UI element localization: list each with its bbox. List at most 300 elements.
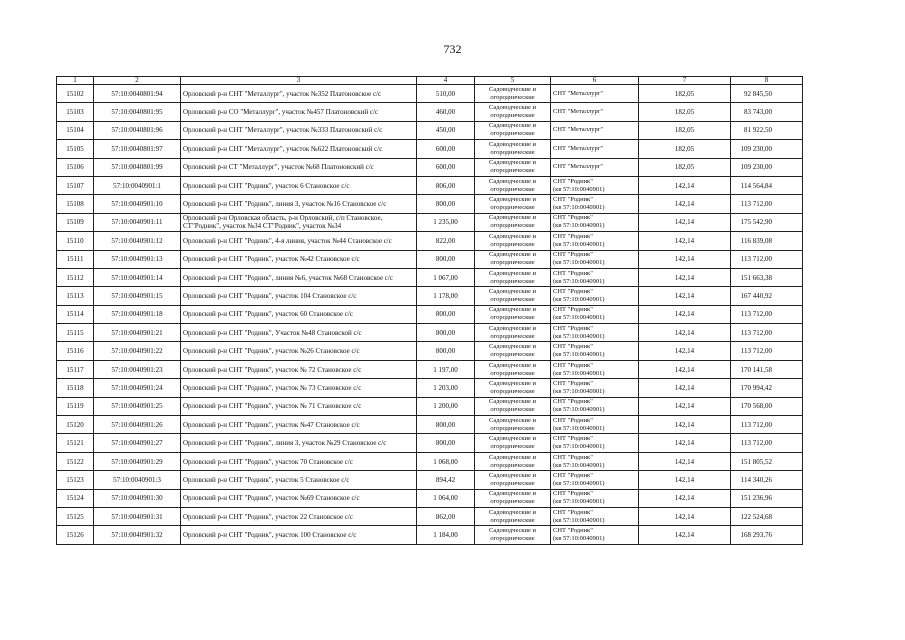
- cadastral-value: 109 230,00: [731, 158, 803, 176]
- owner-name: СНТ "Родник": [553, 471, 593, 479]
- land-use: [475, 342, 551, 360]
- cadastral-number: 57:10:0040901:25: [94, 397, 181, 415]
- land-use: [475, 360, 551, 378]
- plot-area: 450,00: [417, 121, 475, 139]
- owner: [551, 379, 639, 397]
- plot-area: 822,00: [417, 232, 475, 250]
- land-use-line-1: Садоводческие и: [489, 490, 536, 498]
- land-use-line-2: огороднические: [490, 222, 535, 230]
- table-row: [57, 121, 803, 139]
- unit-price: 142,14: [639, 360, 731, 378]
- plot-address: Орловский р-н Орловская область, р-н Орловский, с/п Становское, СТ"Родник", участок №34 СТ"Родник", участок №34: [181, 213, 417, 231]
- table-row: [57, 250, 803, 268]
- cadastral-value: 113 712,00: [731, 416, 803, 434]
- cadastral-number: 57:10:0040901:30: [94, 489, 181, 507]
- table-row: [57, 416, 803, 434]
- land-use-line-2: огороднические: [490, 443, 535, 451]
- record-number: 15119: [57, 397, 94, 415]
- cadastral-value: 113 712,00: [731, 434, 803, 452]
- land-use-line-2: огороднические: [490, 369, 535, 377]
- owner-name: СНТ "Родник": [553, 453, 593, 461]
- land-use-line-1: Садоводческие и: [489, 159, 536, 167]
- land-use-line-2: огороднические: [490, 516, 535, 524]
- owner: [551, 287, 639, 305]
- owner: [551, 507, 639, 525]
- cadastral-value: 113 712,00: [731, 195, 803, 213]
- land-use: [475, 452, 551, 470]
- land-use: [475, 176, 551, 194]
- cadastral-number: 57:10:0040901:13: [94, 250, 181, 268]
- plot-area: 806,00: [417, 176, 475, 194]
- unit-price: 142,14: [639, 287, 731, 305]
- owner-name: СНТ "Родник": [553, 527, 593, 535]
- land-use-line-2: огороднические: [490, 295, 535, 303]
- owner-quarter: (кв 57:10:0040901): [553, 406, 605, 414]
- owner-quarter: (кв 57:10:0040901): [553, 277, 605, 285]
- cadastral-number: 57:10:0040901:15: [94, 287, 181, 305]
- land-use-line-1: Садоводческие и: [489, 508, 536, 516]
- owner-quarter: (кв 57:10:0040901): [553, 240, 605, 248]
- cadastral-number: 57:10:0040901:26: [94, 416, 181, 434]
- plot-address: Орловский р-н СНТ "Родник", участок № 71 Становское с/с: [181, 397, 417, 415]
- unit-price: 142,14: [639, 268, 731, 286]
- land-use-line-2: огороднические: [490, 535, 535, 543]
- owner-quarter: (кв 57:10:0040901): [553, 369, 605, 377]
- plot-address: Орловский р-н СНТ "Металлург", участок №352 Платоновское с/с: [181, 85, 417, 103]
- record-number: 15108: [57, 195, 94, 213]
- plot-address: Орловский р-н СНТ "Родник", 4-я линия, участок №44 Становское с/с: [181, 232, 417, 250]
- owner-name: СНТ "Металлург": [553, 89, 604, 97]
- record-number: 15122: [57, 452, 94, 470]
- record-number: 15106: [57, 158, 94, 176]
- cadastral-number: 57:10:0040801:94: [94, 85, 181, 103]
- plot-area: 510,00: [417, 85, 475, 103]
- table-row: [57, 85, 803, 103]
- col-header: 5: [475, 77, 551, 85]
- land-use-line-2: огороднические: [490, 277, 535, 285]
- plot-address: Орловский р-н СНТ "Родник", участок №47 Становское с/с: [181, 416, 417, 434]
- record-number: 15126: [57, 526, 94, 544]
- owner-quarter: (кв 57:10:0040901): [553, 185, 605, 193]
- owner: [551, 195, 639, 213]
- owner-quarter: (кв 57:10:0040901): [553, 332, 605, 340]
- unit-price: 142,14: [639, 232, 731, 250]
- land-use: [475, 287, 551, 305]
- cadastral-value: 109 230,00: [731, 140, 803, 158]
- record-number: 15125: [57, 507, 94, 525]
- land-registry-table: [56, 76, 803, 545]
- record-number: 15120: [57, 416, 94, 434]
- plot-address: Орловский р-н СНТ "Металлург", участок №333 Платоновский с/с: [181, 121, 417, 139]
- cadastral-number: 57:10:0040901:29: [94, 452, 181, 470]
- land-use-line-1: Садоводческие и: [489, 196, 536, 204]
- plot-area: 1 064,00: [417, 489, 475, 507]
- owner-name: СНТ "Родник": [553, 398, 593, 406]
- plot-area: 862,00: [417, 507, 475, 525]
- unit-price: 142,14: [639, 342, 731, 360]
- cadastral-number: 57:10:0040801:99: [94, 158, 181, 176]
- plot-area: 1 203,00: [417, 379, 475, 397]
- land-use-line-2: огороднические: [490, 498, 535, 506]
- land-use-line-1: Садоводческие и: [489, 453, 536, 461]
- land-use-line-1: Садоводческие и: [489, 269, 536, 277]
- table-body: [57, 85, 803, 545]
- owner-quarter: (кв 57:10:0040901): [553, 535, 605, 543]
- cadastral-value: 167 440,92: [731, 287, 803, 305]
- owner-quarter: (кв 57:10:0040901): [553, 204, 605, 212]
- land-use: [475, 507, 551, 525]
- table-row: [57, 305, 803, 323]
- land-use: [475, 489, 551, 507]
- record-number: 15107: [57, 176, 94, 194]
- plot-area: 1 178,00: [417, 287, 475, 305]
- land-use-line-2: огороднические: [490, 406, 535, 414]
- owner: [551, 360, 639, 378]
- land-use-line-1: Садоводческие и: [489, 287, 536, 295]
- land-use: [475, 103, 551, 121]
- plot-area: 1 235,00: [417, 213, 475, 231]
- land-use-line-2: огороднические: [490, 461, 535, 469]
- land-use-line-1: Садоводческие и: [489, 324, 536, 332]
- cadastral-value: 170 568,00: [731, 397, 803, 415]
- owner-name: СНТ "Родник": [553, 435, 593, 443]
- plot-address: Орловский р-н СНТ "Родник", участок 60 Становское с/с: [181, 305, 417, 323]
- plot-area: 800,00: [417, 195, 475, 213]
- owner-name: СНТ "Металлург": [553, 126, 604, 134]
- owner: [551, 416, 639, 434]
- land-use-line-1: Садоводческие и: [489, 251, 536, 259]
- land-use: [475, 232, 551, 250]
- owner-name: СНТ "Родник": [553, 251, 593, 259]
- cadastral-number: 57:10:0040901:18: [94, 305, 181, 323]
- plot-address: Орловский р-н СТ "Металлург", участок №68 Платоновский с/с: [181, 158, 417, 176]
- plot-address: Орловский р-н СНТ "Родник", участок 104 Становское с/с: [181, 287, 417, 305]
- table-row: [57, 158, 803, 176]
- owner: [551, 305, 639, 323]
- cadastral-value: 170 994,42: [731, 379, 803, 397]
- land-use-line-2: огороднические: [490, 351, 535, 359]
- cadastral-value: 168 293,76: [731, 526, 803, 544]
- owner-quarter: (кв 57:10:0040901): [553, 222, 605, 230]
- plot-address: Орловский р-н СНТ "Родник", участок № 73 Становское с/с: [181, 379, 417, 397]
- unit-price: 142,14: [639, 434, 731, 452]
- unit-price: 142,14: [639, 324, 731, 342]
- col-header: 8: [731, 77, 803, 85]
- plot-area: 600,00: [417, 140, 475, 158]
- cadastral-number: 57:10:0040901:11: [94, 213, 181, 231]
- owner-quarter: (кв 57:10:0040901): [553, 498, 605, 506]
- unit-price: 142,14: [639, 305, 731, 323]
- cadastral-value: 114 340,26: [731, 471, 803, 489]
- unit-price: 182,05: [639, 103, 731, 121]
- land-use: [475, 195, 551, 213]
- land-use-line-1: Садоводческие и: [489, 85, 536, 93]
- cadastral-value: 81 922,50: [731, 121, 803, 139]
- owner-name: СНТ "Родник": [553, 196, 593, 204]
- owner-name: СНТ "Родник": [553, 269, 593, 277]
- land-use-line-1: Садоводческие и: [489, 379, 536, 387]
- record-number: 15104: [57, 121, 94, 139]
- plot-address: Орловский р-н СНТ "Родник", участок 22 Становское с/с: [181, 507, 417, 525]
- owner: [551, 397, 639, 415]
- owner-name: СНТ "Родник": [553, 324, 593, 332]
- cadastral-number: 57:10:0040801:97: [94, 140, 181, 158]
- owner: [551, 268, 639, 286]
- cadastral-number: 57:10:0040801:95: [94, 103, 181, 121]
- plot-area: 894,42: [417, 471, 475, 489]
- owner: [551, 85, 639, 103]
- unit-price: 182,05: [639, 85, 731, 103]
- cadastral-value: 114 564,84: [731, 176, 803, 194]
- land-use: [475, 324, 551, 342]
- cadastral-number: 57:10:0040901:10: [94, 195, 181, 213]
- owner: [551, 342, 639, 360]
- land-use: [475, 471, 551, 489]
- plot-address: Орловский р-н СНТ "Металлург", участок №622 Платоновский с/с: [181, 140, 417, 158]
- owner: [551, 471, 639, 489]
- col-header: 7: [639, 77, 731, 85]
- table-row: [57, 526, 803, 544]
- land-use-line-1: Садоводческие и: [489, 435, 536, 443]
- record-number: 15118: [57, 379, 94, 397]
- record-number: 15113: [57, 287, 94, 305]
- record-number: 15116: [57, 342, 94, 360]
- owner-name: СНТ "Родник": [553, 416, 593, 424]
- land-use-line-2: огороднические: [490, 167, 535, 175]
- land-use-line-2: огороднические: [490, 93, 535, 101]
- record-number: 15123: [57, 471, 94, 489]
- record-number: 15109: [57, 213, 94, 231]
- cadastral-value: 113 712,00: [731, 305, 803, 323]
- table-row: [57, 342, 803, 360]
- table-row: [57, 452, 803, 470]
- record-number: 15112: [57, 268, 94, 286]
- owner-name: СНТ "Родник": [553, 177, 593, 185]
- plot-area: 1 067,00: [417, 268, 475, 286]
- owner: [551, 489, 639, 507]
- table-row: [57, 103, 803, 121]
- plot-area: 1 197,00: [417, 360, 475, 378]
- owner-name: СНТ "Родник": [553, 490, 593, 498]
- owner-quarter: (кв 57:10:0040901): [553, 424, 605, 432]
- land-use-line-1: Садоводческие и: [489, 416, 536, 424]
- land-use-line-1: Садоводческие и: [489, 122, 536, 130]
- table-row: [57, 471, 803, 489]
- land-use: [475, 140, 551, 158]
- unit-price: 142,14: [639, 471, 731, 489]
- table-row: [57, 268, 803, 286]
- plot-address: Орловский р-н СНТ "Родник", участок 100 Становское с/с: [181, 526, 417, 544]
- plot-address: Орловский р-н СНТ "Родник", линия 3, участок №29 Становское с/с: [181, 434, 417, 452]
- cadastral-value: 175 542,90: [731, 213, 803, 231]
- cadastral-number: 57:10:0040901:3: [94, 471, 181, 489]
- land-use: [475, 158, 551, 176]
- plot-address: Орловский р-н СНТ "Родник", линия №6, участок №68 Становское с/с: [181, 268, 417, 286]
- land-use-line-2: огороднические: [490, 387, 535, 395]
- land-use: [475, 434, 551, 452]
- owner: [551, 250, 639, 268]
- plot-area: 1 068,00: [417, 452, 475, 470]
- land-use-line-2: огороднические: [490, 332, 535, 340]
- unit-price: 142,14: [639, 397, 731, 415]
- cadastral-value: 170 141,58: [731, 360, 803, 378]
- cadastral-value: 113 712,00: [731, 250, 803, 268]
- owner-name: СНТ "Родник": [553, 287, 593, 295]
- record-number: 15111: [57, 250, 94, 268]
- plot-address: Орловский р-н СНТ "Родник", участок № 72 Становское с/с: [181, 360, 417, 378]
- owner-name: СНТ "Металлург": [553, 108, 604, 116]
- land-use-line-1: Садоводческие и: [489, 177, 536, 185]
- land-use-line-2: огороднические: [490, 479, 535, 487]
- land-use: [475, 416, 551, 434]
- cadastral-number: 57:10:0040901:1: [94, 176, 181, 194]
- owner-quarter: (кв 57:10:0040901): [553, 259, 605, 267]
- unit-price: 142,14: [639, 507, 731, 525]
- owner-name: СНТ "Металлург": [553, 144, 604, 152]
- record-number: 15102: [57, 85, 94, 103]
- owner: [551, 140, 639, 158]
- land-use-line-1: Садоводческие и: [489, 471, 536, 479]
- table-row: [57, 507, 803, 525]
- plot-address: Орловский р-н СНТ "Родник", линия 3, участок №16 Становское с/с: [181, 195, 417, 213]
- record-number: 15114: [57, 305, 94, 323]
- cadastral-value: 151 236,96: [731, 489, 803, 507]
- land-use: [475, 268, 551, 286]
- unit-price: 182,05: [639, 121, 731, 139]
- unit-price: 142,14: [639, 416, 731, 434]
- col-header: 3: [181, 77, 417, 85]
- plot-area: 800,00: [417, 434, 475, 452]
- plot-area: 800,00: [417, 342, 475, 360]
- owner-name: СНТ "Родник": [553, 232, 593, 240]
- owner: [551, 213, 639, 231]
- land-use-line-1: Садоводческие и: [489, 140, 536, 148]
- land-use-line-2: огороднические: [490, 130, 535, 138]
- land-use: [475, 379, 551, 397]
- owner: [551, 121, 639, 139]
- plot-area: 800,00: [417, 250, 475, 268]
- record-number: 15103: [57, 103, 94, 121]
- plot-address: Орловский р-н СНТ "Родник", участок №42 Становское с/с: [181, 250, 417, 268]
- col-header: 2: [94, 77, 181, 85]
- cadastral-number: 57:10:0040901:23: [94, 360, 181, 378]
- owner: [551, 324, 639, 342]
- record-number: 15124: [57, 489, 94, 507]
- plot-area: 800,00: [417, 416, 475, 434]
- record-number: 15115: [57, 324, 94, 342]
- table-row: [57, 379, 803, 397]
- unit-price: 182,05: [639, 140, 731, 158]
- cadastral-number: 57:10:0040901:32: [94, 526, 181, 544]
- owner-quarter: (кв 57:10:0040901): [553, 461, 605, 469]
- plot-area: 600,00: [417, 158, 475, 176]
- column-number-row: [57, 77, 803, 85]
- unit-price: 142,14: [639, 379, 731, 397]
- unit-price: 182,05: [639, 158, 731, 176]
- plot-area: 800,00: [417, 324, 475, 342]
- land-use-line-1: Садоводческие и: [489, 306, 536, 314]
- land-use-line-1: Садоводческие и: [489, 398, 536, 406]
- unit-price: 142,14: [639, 526, 731, 544]
- land-use-line-1: Садоводческие и: [489, 343, 536, 351]
- owner-name: СНТ "Металлург": [553, 163, 604, 171]
- table-row: [57, 287, 803, 305]
- cadastral-value: 113 712,00: [731, 342, 803, 360]
- plot-address: Орловский р-н СНТ "Родник", участок 5 Становское с/с: [181, 471, 417, 489]
- owner-quarter: (кв 57:10:0040901): [553, 295, 605, 303]
- unit-price: 142,14: [639, 213, 731, 231]
- owner-name: СНТ "Родник": [553, 361, 593, 369]
- cadastral-value: 113 712,00: [731, 324, 803, 342]
- table-row: [57, 195, 803, 213]
- record-number: 15105: [57, 140, 94, 158]
- col-header: 6: [551, 77, 639, 85]
- record-number: 15110: [57, 232, 94, 250]
- plot-area: 460,00: [417, 103, 475, 121]
- cadastral-value: 116 839,08: [731, 232, 803, 250]
- cadastral-number: 57:10:0040901:27: [94, 434, 181, 452]
- land-use-line-2: огороднические: [490, 112, 535, 120]
- land-use-line-1: Садоводческие и: [489, 214, 536, 222]
- page-number: 732: [443, 42, 462, 56]
- land-use-line-1: Садоводческие и: [489, 104, 536, 112]
- cadastral-number: 57:10:0040901:14: [94, 268, 181, 286]
- land-use: [475, 250, 551, 268]
- table-row: [57, 140, 803, 158]
- cadastral-number: 57:10:0040901:22: [94, 342, 181, 360]
- owner-name: СНТ "Родник": [553, 214, 593, 222]
- owner: [551, 434, 639, 452]
- record-number: 15117: [57, 360, 94, 378]
- plot-address: Орловский р-н СО "Металлург", участок №457 Платоновский с/с: [181, 103, 417, 121]
- cadastral-number: 57:10:0040901:24: [94, 379, 181, 397]
- plot-address: Орловский р-н СНТ "Родник", участок №69 Становское с/с: [181, 489, 417, 507]
- owner-name: СНТ "Родник": [553, 379, 593, 387]
- table-row: [57, 213, 803, 231]
- table-row: [57, 397, 803, 415]
- cadastral-value: 92 845,50: [731, 85, 803, 103]
- table-row: [57, 489, 803, 507]
- owner-quarter: (кв 57:10:0040901): [553, 479, 605, 487]
- land-use-line-1: Садоводческие и: [489, 361, 536, 369]
- cadastral-number: 57:10:0040801:96: [94, 121, 181, 139]
- table-row: [57, 176, 803, 194]
- table-row: [57, 360, 803, 378]
- plot-address: Орловский р-н СНТ "Родник", Участок №48 Становской с/с: [181, 324, 417, 342]
- unit-price: 142,14: [639, 250, 731, 268]
- land-use-line-2: огороднические: [490, 148, 535, 156]
- land-use-line-2: огороднические: [490, 185, 535, 193]
- col-header: 1: [57, 77, 94, 85]
- owner: [551, 526, 639, 544]
- unit-price: 142,14: [639, 452, 731, 470]
- unit-price: 142,14: [639, 195, 731, 213]
- land-use-line-2: огороднические: [490, 204, 535, 212]
- owner-quarter: (кв 57:10:0040901): [553, 351, 605, 359]
- cadastral-value: 151 805,52: [731, 452, 803, 470]
- land-use: [475, 213, 551, 231]
- owner: [551, 158, 639, 176]
- owner-quarter: (кв 57:10:0040901): [553, 443, 605, 451]
- owner: [551, 103, 639, 121]
- owner: [551, 452, 639, 470]
- plot-area: 1 200,00: [417, 397, 475, 415]
- cadastral-number: 57:10:0040901:31: [94, 507, 181, 525]
- land-use: [475, 526, 551, 544]
- record-number: 15121: [57, 434, 94, 452]
- plot-area: 1 184,00: [417, 526, 475, 544]
- land-use-line-2: огороднические: [490, 240, 535, 248]
